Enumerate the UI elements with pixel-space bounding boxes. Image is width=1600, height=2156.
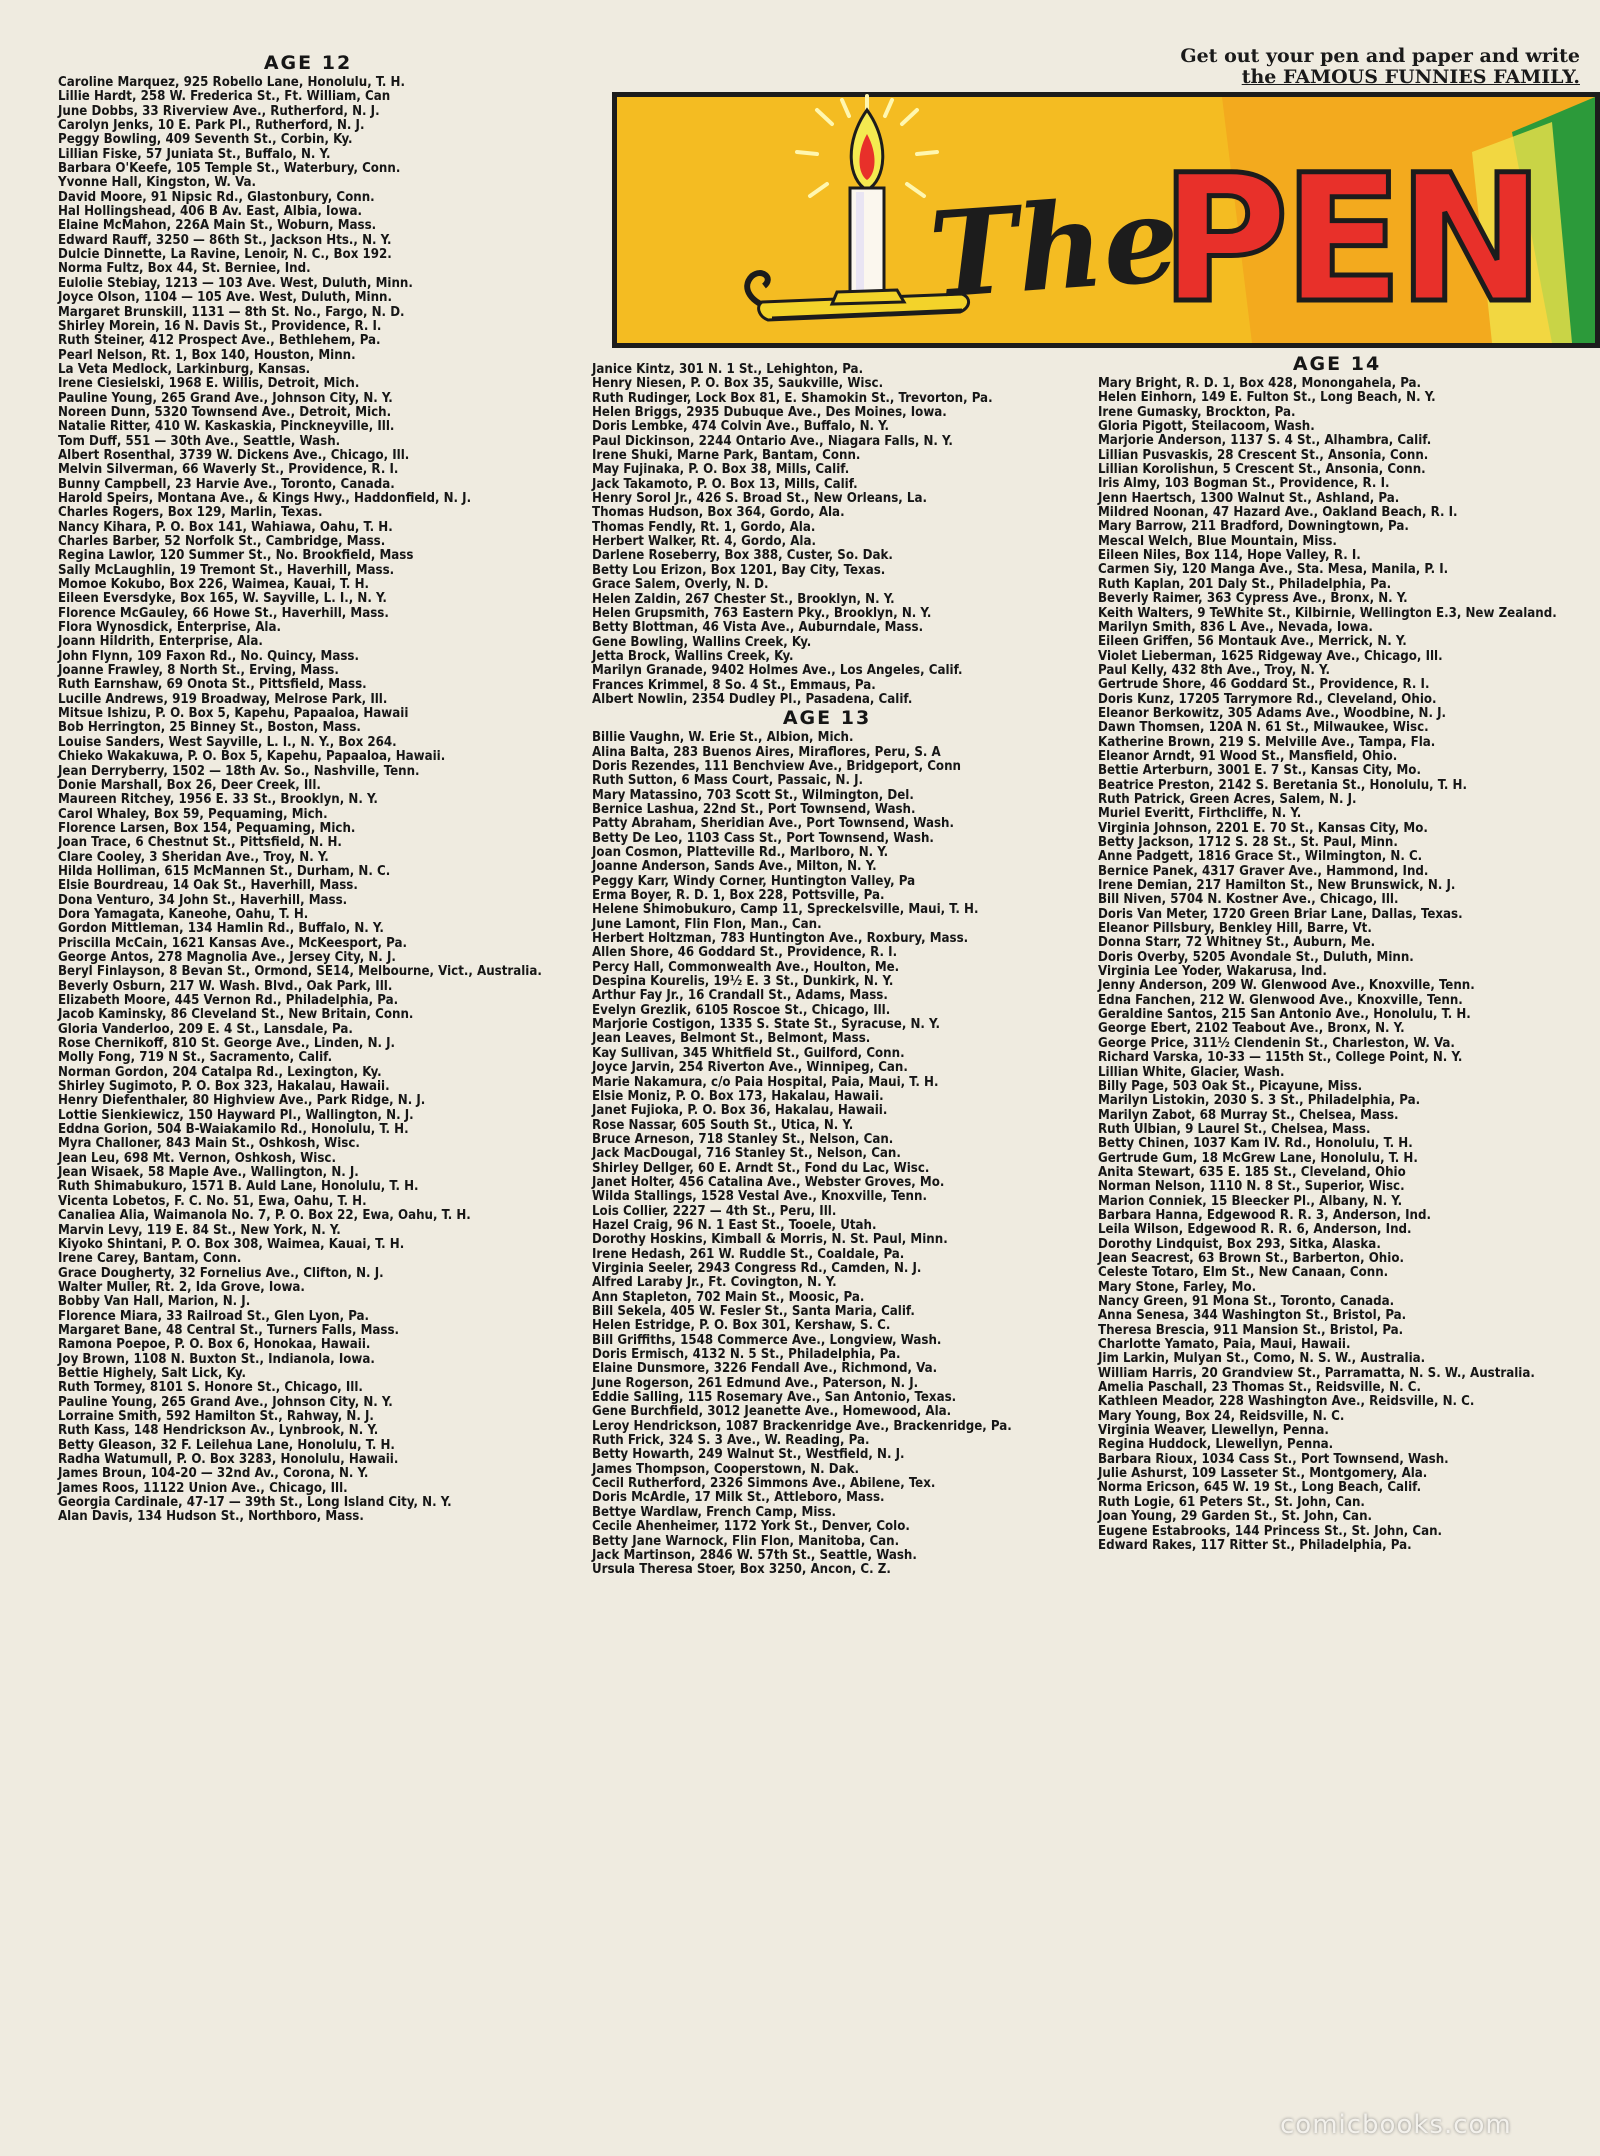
address-entry: Peggy Bowling, 409 Seventh St., Corbin, Ky. <box>58 132 353 148</box>
address-entry: Sally McLaughlin, 19 Tremont St., Haverhill, Mass. <box>58 562 395 578</box>
address-entry: Herbert Holtzman, 783 Huntington Ave., Roxbury, Mass. <box>592 931 969 947</box>
address-entry: Shirley Dellger, 60 E. Arndt St., Fond du Lac, Wisc. <box>592 1160 930 1176</box>
address-entry: Mary Young, Box 24, Reidsville, N. C. <box>1098 1408 1345 1424</box>
address-entry: Mary Matassino, 703 Scott St., Wilmington, Del. <box>592 787 914 803</box>
address-entry: Anna Senesa, 344 Washington St., Bristol, Pa. <box>1098 1308 1407 1324</box>
address-entry: Barbara Hanna, Edgewood R. R. 3, Anderson, Ind. <box>1098 1207 1431 1223</box>
address-entry: Celeste Totaro, Elm St., New Canaan, Conn. <box>1098 1265 1389 1281</box>
address-entry: Margaret Brunskill, 1131 — 8th St. No., Fargo, N. D. <box>58 304 405 320</box>
address-entry: Bruce Arneson, 718 Stanley St., Nelson, Can. <box>592 1131 894 1147</box>
address-entry: Joanne Frawley, 8 North St., Erving, Mass. <box>58 663 339 679</box>
address-entry: Elsie Bourdreau, 14 Oak St., Haverhill, Mass. <box>58 878 358 894</box>
address-entry: Bettie Highely, Salt Lick, Ky. <box>58 1365 247 1381</box>
address-entry: Canaliea Alia, Waimanola No. 7, P. O. Box 22, Ewa, Oahu, T. H. <box>58 1208 471 1224</box>
address-entry: Albert Nowlin, 2354 Dudley Pl., Pasadena, Calif. <box>592 691 913 707</box>
address-entry: Jean Wisaek, 58 Maple Ave., Wallington, N. J. <box>58 1165 359 1181</box>
address-entry: William Harris, 20 Grandview St., Parramatta, N. S. W., Australia. <box>1098 1365 1535 1381</box>
address-entry: Maureen Ritchey, 1956 E. 33 St., Brooklyn, N. Y. <box>58 792 378 808</box>
address-entry: Henry Niesen, P. O. Box 35, Saukville, Wisc. <box>592 376 884 392</box>
address-entry: Florence Larsen, Box 154, Pequaming, Mich. <box>58 820 356 836</box>
address-entry: Geraldine Santos, 215 San Antonio Ave., Honolulu, T. H. <box>1098 1007 1471 1023</box>
address-entry: Grace Salem, Overly, N. D. <box>592 577 769 593</box>
address-entry: Pauline Young, 265 Grand Ave., Johnson City, N. Y. <box>58 1394 393 1410</box>
address-entry: Billy Page, 503 Oak St., Picayune, Miss. <box>1098 1078 1363 1094</box>
address-entry: Doris Rezendes, 111 Benchview Ave., Bridgeport, Conn <box>592 758 961 774</box>
address-entry: Eleanor Arndt, 91 Wood St., Mansfield, Ohio. <box>1098 748 1398 764</box>
address-entry: Joan Trace, 6 Chestnut St., Pittsfield, N. H. <box>58 835 342 851</box>
banner-word-the: The <box>925 168 1183 325</box>
address-entry: Norman Nelson, 1110 N. 8 St., Superior, Wisc. <box>1098 1179 1405 1195</box>
address-entry: Dawn Thomsen, 120A N. 61 St., Milwaukee, Wisc. <box>1098 720 1429 736</box>
address-entry: Florence Miara, 33 Railroad St., Glen Lyon, Pa. <box>58 1308 370 1324</box>
age-14-list <box>1098 377 1576 1553</box>
address-entry: Irene Gumasky, Brockton, Pa. <box>1098 404 1296 420</box>
address-entry: Joan Young, 29 Garden St., St. John, Can. <box>1098 1509 1373 1525</box>
address-entry: Beverly Raimer, 363 Cypress Ave., Bronx, N. Y. <box>1098 591 1408 607</box>
address-entry: Helen Einhorn, 149 E. Fulton St., Long Beach, N. Y. <box>1098 390 1436 406</box>
address-entry: Marjorie Anderson, 1137 S. 4 St., Alhambra, Calif. <box>1098 433 1432 449</box>
address-entry: Caroline Marquez, 925 Robello Lane, Honolulu, T. H. <box>58 75 405 90</box>
address-entry: John Flynn, 109 Faxon Rd., No. Quincy, Mass. <box>58 648 359 664</box>
address-entry: Doris McArdle, 17 Milk St., Attleboro, Mass. <box>592 1490 885 1506</box>
address-entry: Jacob Kaminsky, 86 Cleveland St., New Britain, Conn. <box>58 1007 414 1023</box>
address-entry: Arthur Fay Jr., 16 Crandall St., Adams, Mass. <box>592 988 888 1004</box>
address-entry: Marie Nakamura, c/o Paia Hospital, Paia, Maui, T. H. <box>592 1074 939 1090</box>
address-entry: Doris Ermisch, 4132 N. 5 St., Philadelphia, Pa. <box>592 1347 901 1363</box>
address-entry: Gloria Pigott, Steilacoom, Wash. <box>1098 419 1315 435</box>
address-entry: Helene Shimobukuro, Camp 11, Spreckelsville, Maui, T. H. <box>592 902 979 918</box>
address-entry: Pearl Nelson, Rt. 1, Box 140, Houston, Minn. <box>58 347 356 363</box>
address-entry: Gertrude Gum, 18 McGrew Lane, Honolulu, T. H. <box>1098 1150 1418 1166</box>
address-entry: Virginia Lee Yoder, Wakarusa, Ind. <box>1098 964 1327 980</box>
middle-column <box>592 363 1062 1578</box>
address-entry: Ruth Logie, 61 Peters St., St. John, Can. <box>1098 1494 1365 1510</box>
address-entry: Norman Gordon, 204 Catalpa Rd., Lexington, Ky. <box>58 1064 382 1080</box>
address-entry: Molly Fong, 719 N St., Sacramento, Calif. <box>58 1050 333 1066</box>
address-entry: Myra Challoner, 843 Main St., Oshkosh, Wisc. <box>58 1136 360 1152</box>
address-entry: Janice Kintz, 301 N. 1 St., Lehighton, Pa. <box>592 362 864 377</box>
address-entry: Ruth Earnshaw, 69 Onota St., Pittsfield, Mass. <box>58 677 367 693</box>
address-entry: Marilyn Listokin, 2030 S. 3 St., Philadelphia, Pa. <box>1098 1093 1421 1109</box>
address-entry: Charles Rogers, Box 129, Marlin, Texas. <box>58 505 323 521</box>
address-entry: Donna Starr, 72 Whitney St., Auburn, Me. <box>1098 935 1376 951</box>
address-entry: Ruth Frick, 324 S. 3 Ave., W. Reading, Pa. <box>592 1433 870 1449</box>
address-entry: Mary Stone, Farley, Mo. <box>1098 1279 1257 1295</box>
address-entry: Lillian White, Glacier, Wash. <box>1098 1064 1285 1080</box>
address-entry: Norma Ericson, 645 W. 19 St., Long Beach, Calif. <box>1098 1480 1422 1496</box>
address-entry: Joyce Olson, 1104 — 105 Ave. West, Duluth, Minn. <box>58 290 393 306</box>
address-entry: Florence McGauley, 66 Howe St., Haverhill, Mass. <box>58 605 389 621</box>
address-entry: Carolyn Jenks, 10 E. Park Pl., Rutherford, N. J. <box>58 118 365 134</box>
address-entry: Walter Muller, Rt. 2, Ida Grove, Iowa. <box>58 1279 305 1295</box>
address-entry: Ann Stapleton, 702 Main St., Moosic, Pa. <box>592 1289 865 1305</box>
address-entry: Theresa Brescia, 911 Mansion St., Bristol, Pa. <box>1098 1322 1404 1338</box>
address-entry: Dorothy Lindquist, Box 293, Sitka, Alaska. <box>1098 1236 1381 1252</box>
address-entry: Flora Wynosdick, Enterprise, Ala. <box>58 620 281 636</box>
address-entry: Lillian Pusvaskis, 28 Crescent St., Ansonia, Conn. <box>1098 447 1429 463</box>
address-entry: Grace Dougherty, 32 Fornelius Ave., Clifton, N. J. <box>58 1265 384 1281</box>
address-entry: Irene Hedash, 261 W. Ruddle St., Coaldale, Pa. <box>592 1246 905 1262</box>
address-entry: Vicenta Lobetos, F. C. No. 51, Ewa, Oahu, T. H. <box>58 1193 367 1209</box>
address-entry: Bob Herrington, 25 Binney St., Boston, Mass. <box>58 720 361 736</box>
address-entry: Anne Padgett, 1816 Grace St., Wilmington, N. C. <box>1098 849 1423 865</box>
address-entry: Carmen Siy, 120 Manga Ave., Sta. Mesa, Manila, P. I. <box>1098 562 1449 578</box>
address-entry: Barbara O'Keefe, 105 Temple St., Waterbury, Conn. <box>58 161 401 177</box>
address-entry: Clare Cooley, 3 Sheridan Ave., Troy, N. Y. <box>58 849 329 865</box>
address-entry: Lucille Andrews, 919 Broadway, Melrose Park, Ill. <box>58 691 388 707</box>
address-entry: Priscilla McCain, 1621 Kansas Ave., McKeesport, Pa. <box>58 935 408 951</box>
address-entry: Rose Chernikoff, 810 St. George Ave., Linden, N. J. <box>58 1036 396 1052</box>
address-entry: Jack MacDougal, 716 Stanley St., Nelson, Can. <box>592 1146 901 1162</box>
address-entry: Tom Duff, 551 — 30th Ave., Seattle, Wash. <box>58 433 341 449</box>
address-entry: Radha Watumull, P. O. Box 3283, Honolulu, Hawaii. <box>58 1452 399 1467</box>
address-entry: Edward Rakes, 117 Ritter St., Philadelphia, Pa. <box>1098 1537 1412 1553</box>
address-entry: Ruth Rudinger, Lock Box 81, E. Shamokin St., Trevorton, Pa. <box>592 390 993 406</box>
address-entry: Carol Whaley, Box 59, Pequaming, Mich. <box>58 806 328 822</box>
address-entry: Doris Overby, 5205 Avondale St., Duluth, Minn. <box>1098 949 1414 965</box>
address-entry: La Veta Medlock, Larkinburg, Kansas. <box>58 361 311 377</box>
address-entry: Bettie Arterburn, 3001 E. 7 St., Kansas City, Mo. <box>1098 763 1421 779</box>
address-entry: Leila Wilson, Edgewood R. R. 6, Anderson, Ind. <box>1098 1222 1412 1238</box>
address-entry: Bill Griffiths, 1548 Commerce Ave., Longview, Wash. <box>592 1332 942 1348</box>
address-entry: Betty De Leo, 1103 Cass St., Port Townsend, Wash. <box>592 830 934 846</box>
address-entry: Betty Blottman, 46 Vista Ave., Auburndale, Mass. <box>592 620 924 636</box>
address-entry: Marvin Levy, 119 E. 84 St., New York, N. Y. <box>58 1222 341 1238</box>
address-entry: Erma Boyer, R. D. 1, Box 228, Pottsville, Pa. <box>592 888 885 904</box>
address-entry: Bill Sekela, 405 W. Fesler St., Santa Maria, Calif. <box>592 1304 915 1319</box>
address-entry: Henry Sorol Jr., 426 S. Broad St., New Orleans, La. <box>592 491 927 507</box>
address-entry: Evelyn Grezlik, 6105 Roscoe St., Chicago, Ill. <box>592 1002 891 1018</box>
address-entry: Gertrude Shore, 46 Goddard St., Providence, R. I. <box>1098 677 1430 693</box>
address-entry: Cecile Ahenheimer, 1172 York St., Denver, Colo. <box>592 1519 910 1535</box>
address-entry: Edna Fanchen, 212 W. Glenwood Ave., Knoxville, Tenn. <box>1098 992 1463 1008</box>
address-entry: Henry Diefenthaler, 80 Highview Ave., Park Ridge, N. J. <box>58 1093 426 1109</box>
address-entry: Eileen Niles, Box 114, Hope Valley, R. I. <box>1098 548 1361 564</box>
address-entry: Eileen Griffen, 56 Montauk Ave., Merrick, N. Y. <box>1098 634 1407 650</box>
address-entry: Hilda Holliman, 615 McMannen St., Durham, N. C. <box>58 863 391 879</box>
address-entry: Alina Balta, 283 Buenos Aires, Miraflores, Peru, S. A <box>592 744 941 760</box>
address-entry: Doris Lembke, 474 Colvin Ave., Buffalo, N. Y. <box>592 419 890 435</box>
address-entry: George Price, 311½ Clendenin St., Charleston, W. Va. <box>1098 1035 1455 1051</box>
address-entry: Beverly Osburn, 217 W. Wash. Blvd., Oak Park, Ill. <box>58 978 393 994</box>
address-entry: Ruth Tormey, 8101 S. Honore St., Chicago, Ill. <box>58 1380 363 1396</box>
address-entry: Nancy Green, 91 Mona St., Toronto, Canada. <box>1098 1294 1395 1309</box>
address-entry: Ruth Kaplan, 201 Daly St., Philadelphia, Pa. <box>1098 576 1392 592</box>
address-entry: Eleanor Pillsbury, Benkley Hill, Barre, Vt. <box>1098 921 1372 937</box>
address-entry: Betty Jane Warnock, Flin Flon, Manitoba, Can. <box>592 1533 900 1549</box>
address-entry: Betty Lou Erizon, Box 1201, Bay City, Texas. <box>592 562 886 578</box>
address-entry: Eleanor Berkowitz, 305 Adams Ave., Woodbine, N. J. <box>1098 705 1447 721</box>
address-entry: Thomas Fendly, Rt. 1, Gordo, Ala. <box>592 519 816 535</box>
the-pen-banner <box>612 92 1600 348</box>
address-entry: Dulcie Dinnette, La Ravine, Lenoir, N. C., Box 192. <box>58 247 392 263</box>
address-entry: James Broun, 104-20 — 32nd Av., Corona, N. Y. <box>58 1466 369 1482</box>
address-entry: Eugene Estabrooks, 144 Princess St., St. John, Can. <box>1098 1523 1443 1539</box>
age-13-list <box>592 731 1062 1577</box>
address-entry: Jetta Brock, Wallins Creek, Ky. <box>592 648 794 664</box>
address-entry: Billie Vaughn, W. Erie St., Albion, Mich. <box>592 730 854 746</box>
address-entry: Jenny Anderson, 209 W. Glenwood Ave., Knoxville, Tenn. <box>1098 978 1475 994</box>
tagline <box>1140 46 1580 88</box>
address-entry: Elaine Dunsmore, 3226 Fendall Ave., Richmond, Va. <box>592 1361 938 1377</box>
address-entry: Marilyn Zabot, 68 Murray St., Chelsea, Mass. <box>1098 1107 1399 1123</box>
address-entry: Janet Fujioka, P. O. Box 36, Hakalau, Hawaii. <box>592 1103 888 1119</box>
address-entry: Joan Cosmon, Platteville Rd., Marlboro, N. Y. <box>592 845 889 860</box>
address-entry: Eulolie Stebiay, 1213 — 103 Ave. West, Duluth, Minn. <box>58 275 413 291</box>
address-entry: Kay Sullivan, 345 Whitfield St., Guilford, Conn. <box>592 1045 905 1061</box>
address-entry: Irene Shuki, Marne Park, Bantam, Conn. <box>592 448 861 464</box>
address-entry: Jenn Haertsch, 1300 Walnut St., Ashland, Pa. <box>1098 490 1400 506</box>
address-entry: Dora Yamagata, Kaneohe, Oahu, T. H. <box>58 906 309 922</box>
tagline-line-1: Get out your pen and paper and write <box>1180 45 1580 67</box>
address-entry: Jean Leaves, Belmont St., Belmont, Mass. <box>592 1031 871 1047</box>
address-entry: George Ebert, 2102 Teabout Ave., Bronx, N. Y. <box>1098 1021 1405 1037</box>
age-12-continued-list <box>592 363 1062 707</box>
address-entry: Mescal Welch, Blue Mountain, Miss. <box>1098 533 1337 549</box>
address-entry: Gordon Mittleman, 134 Hamlin Rd., Buffalo, N. Y. <box>58 921 384 937</box>
address-entry: Keith Walters, 9 TeWhite St., Kilbirnie, Wellington E.3, New Zealand. <box>1098 605 1557 621</box>
address-entry: Marjorie Costigon, 1335 S. State St., Syracuse, N. Y. <box>592 1017 940 1033</box>
address-entry: Chieko Wakakuwa, P. O. Box 5, Kapehu, Papaaloa, Hawaii. <box>58 749 446 765</box>
address-entry: Betty Howarth, 249 Walnut St., Westfield, N. J. <box>592 1447 905 1463</box>
address-entry: Jean Leu, 698 Mt. Vernon, Oshkosh, Wisc. <box>58 1150 336 1166</box>
address-entry: Hal Hollingshead, 406 B Av. East, Albia, Iowa. <box>58 204 363 220</box>
address-entry: George Antos, 278 Magnolia Ave., Jersey City, N. J. <box>58 949 396 965</box>
address-entry: Shirley Morein, 16 N. Davis St., Providence, R. I. <box>58 318 382 334</box>
address-entry: Dorothy Hoskins, Kimball & Morris, N. St. Paul, Minn. <box>592 1232 948 1248</box>
address-entry: Ursula Theresa Stoer, Box 3250, Ancon, C. Z. <box>592 1562 891 1578</box>
address-entry: Despina Kourelis, 19½ E. 3 St., Dunkirk, N. Y. <box>592 974 894 990</box>
address-entry: Charles Barber, 52 Norfolk St., Cambridge, Mass. <box>58 534 386 549</box>
address-entry: Bobby Van Hall, Marion, N. J. <box>58 1294 251 1310</box>
address-entry: Virginia Johnson, 2201 E. 70 St., Kansas City, Mo. <box>1098 820 1428 836</box>
address-entry: Eddie Salling, 115 Rosemary Ave., San Antonio, Texas. <box>592 1390 957 1406</box>
address-entry: Barbara Rioux, 1034 Cass St., Port Townsend, Wash. <box>1098 1451 1449 1467</box>
address-entry: Iris Almy, 103 Bogman St., Providence, R. I. <box>1098 476 1390 492</box>
address-entry: Peggy Karr, Windy Corner, Huntington Valley, Pa <box>592 873 916 889</box>
address-entry: Ruth Sutton, 6 Mass Court, Passaic, N. J. <box>592 773 864 789</box>
address-entry: Gene Burchfield, 3012 Jeanette Ave., Homewood, Ala. <box>592 1404 952 1420</box>
address-entry: Allen Shore, 46 Goddard St., Providence, R. I. <box>592 945 898 961</box>
address-entry: James Thompson, Cooperstown, N. Dak. <box>592 1461 860 1477</box>
address-entry: Eileen Eversdyke, Box 165, W. Sayville, L. I., N. Y. <box>58 591 387 607</box>
address-entry: Pauline Young, 265 Grand Ave., Johnson City, N. Y. <box>58 390 393 406</box>
address-entry: Bernice Lashua, 22nd St., Port Townsend, Wash. <box>592 801 916 817</box>
address-entry: Gene Bowling, Wallins Creek, Ky. <box>592 634 812 650</box>
address-entry: Lillian Fiske, 57 Juniata St., Buffalo, N. Y. <box>58 146 331 162</box>
address-entry: Joy Brown, 1108 N. Buxton St., Indianola, Iowa. <box>58 1351 375 1367</box>
age-12-list <box>58 76 558 1525</box>
age-13-heading: AGE 13 <box>782 707 872 730</box>
address-entry: Thomas Hudson, Box 364, Gordo, Ala. <box>592 505 845 521</box>
watermark: comicbooks.com <box>1280 2110 1512 2140</box>
address-entry: Beatrice Preston, 2142 S. Beretania St., Honolulu, T. H. <box>1098 777 1467 793</box>
address-entry: Muriel Everitt, Firthcliffe, N. Y. <box>1098 806 1302 822</box>
address-entry: Ruth Ulbian, 9 Laurel St., Chelsea, Mass. <box>1098 1121 1371 1137</box>
address-entry: Patty Abraham, Sheridian Ave., Port Townsend, Wash. <box>592 816 954 832</box>
address-entry: Frances Krimmel, 8 So. 4 St., Emmaus, Pa. <box>592 677 876 693</box>
address-entry: Ruth Patrick, Green Acres, Salem, N. J. <box>1098 791 1357 807</box>
address-entry: Leroy Hendrickson, 1087 Brackenridge Ave., Brackenridge, Pa. <box>592 1418 1012 1434</box>
address-entry: Ruth Steiner, 412 Prospect Ave., Bethlehem, Pa. <box>58 333 381 349</box>
address-entry: Herbert Walker, Rt. 4, Gordo, Ala. <box>592 534 816 550</box>
address-entry: Elsie Moniz, P. O. Box 173, Hakalau, Hawaii. <box>592 1088 884 1104</box>
banner-word-pen: PEN <box>1160 137 1539 342</box>
address-entry: Betty Jackson, 1712 S. 28 St., St. Paul, Minn. <box>1098 835 1398 850</box>
address-entry: Doris Kunz, 17205 Tarrymore Rd., Cleveland, Ohio. <box>1098 691 1437 707</box>
address-entry: Rose Nassar, 605 South St., Utica, N. Y. <box>592 1117 854 1133</box>
address-entry: Regina Huddock, Llewellyn, Penna. <box>1098 1437 1334 1453</box>
address-entry: Mitsue Ishizu, P. O. Box 5, Kapehu, Papaaloa, Hawaii <box>58 706 409 722</box>
address-entry: Jean Derryberry, 1502 — 18th Av. So., Nashville, Tenn. <box>58 763 420 779</box>
address-entry: Lillie Hardt, 258 W. Frederica St., Ft. William, Can <box>58 89 391 105</box>
address-entry: Jim Larkin, Mulyan St., Como, N. S. W., Australia. <box>1098 1351 1426 1367</box>
address-entry: May Fujinaka, P. O. Box 38, Mills, Calif. <box>592 462 850 478</box>
address-entry: Betty Chinen, 1037 Kam IV. Rd., Honolulu, T. H. <box>1098 1136 1413 1152</box>
address-entry: Nancy Kihara, P. O. Box 141, Wahiawa, Oahu, T. H. <box>58 519 393 535</box>
address-entry: Regina Lawlor, 120 Summer St., No. Brookfield, Mass <box>58 548 414 564</box>
address-entry: Virginia Seeler, 2943 Congress Rd., Camden, N. J. <box>592 1260 922 1276</box>
address-entry: Violet Lieberman, 1625 Ridgeway Ave., Chicago, Ill. <box>1098 648 1443 664</box>
address-entry: Mary Bright, R. D. 1, Box 428, Monongahela, Pa. <box>1098 376 1422 391</box>
address-entry: Mary Barrow, 211 Bradford, Downingtown, Pa. <box>1098 519 1409 535</box>
address-entry: Joyce Jarvin, 254 Riverton Ave., Winnipeg, Can. <box>592 1060 908 1076</box>
address-entry: Alfred Laraby Jr., Ft. Covington, N. Y. <box>592 1275 837 1291</box>
address-entry: Helen Grupsmith, 763 Eastern Pky., Brooklyn, N. Y. <box>592 605 932 621</box>
address-entry: Ruth Shimabukuro, 1571 B. Auld Lane, Honolulu, T. H. <box>58 1179 419 1195</box>
age-14-column <box>1098 353 1576 1553</box>
address-entry: Irene Demian, 217 Hamilton St., New Brunswick, N. J. <box>1098 878 1456 894</box>
address-entry: Elaine McMahon, 226A Main St., Woburn, Mass. <box>58 218 377 234</box>
address-entry: Norma Fultz, Box 44, St. Berniee, Ind. <box>58 261 311 277</box>
address-entry: Charlotte Yamato, Paia, Maui, Hawaii. <box>1098 1337 1351 1353</box>
address-entry: Bettye Wardlaw, French Camp, Miss. <box>592 1504 837 1520</box>
address-entry: Paul Kelly, 432 8th Ave., Troy, N. Y. <box>1098 662 1330 678</box>
address-entry: Hazel Craig, 96 N. 1 East St., Tooele, Utah. <box>592 1217 877 1233</box>
address-entry: David Moore, 91 Nipsic Rd., Glastonbury, Conn. <box>58 189 375 205</box>
address-entry: Wilda Stallings, 1528 Vestal Ave., Knoxville, Tenn. <box>592 1189 927 1205</box>
address-entry: Helen Zaldin, 267 Chester St., Brooklyn, N. Y. <box>592 591 895 607</box>
address-entry: Harold Speirs, Montana Ave., & Kings Hwy., Haddonfield, N. J. <box>58 490 472 506</box>
address-entry: Melvin Silverman, 66 Waverly St., Providence, R. I. <box>58 462 399 478</box>
address-entry: Joann Hildrith, Enterprise, Ala. <box>58 634 263 650</box>
address-entry: Virginia Weaver, Llewellyn, Penna. <box>1098 1423 1329 1439</box>
address-entry: Gloria Vanderloo, 209 E. 4 St., Lansdale, Pa. <box>58 1021 353 1037</box>
address-entry: Kathleen Meador, 228 Washington Ave., Reidsville, N. C. <box>1098 1394 1475 1410</box>
address-entry: Anita Stewart, 635 E. 185 St., Cleveland, Ohio <box>1098 1164 1406 1180</box>
address-entry: Marilyn Smith, 836 L Ave., Nevada, Iowa. <box>1098 619 1373 635</box>
address-entry: Louise Sanders, West Sayville, L. I., N. Y., Box 264. <box>58 734 397 750</box>
address-entry: June Dobbs, 33 Riverview Ave., Rutherford, N. J. <box>58 103 380 119</box>
address-entry: Percy Hall, Commonwealth Ave., Houlton, Me. <box>592 959 900 975</box>
address-entry: Katherine Brown, 219 S. Melville Ave., Tampa, Fla. <box>1098 734 1436 750</box>
address-entry: Lois Collier, 2227 — 4th St., Peru, Ill. <box>592 1203 837 1219</box>
address-entry: Cecil Rutherford, 2326 Simmons Ave., Abilene, Tex. <box>592 1476 936 1492</box>
address-entry: Jack Takamoto, P. O. Box 13, Mills, Calif. <box>592 476 858 492</box>
address-entry: Kiyoko Shintani, P. O. Box 308, Waimea, Kauai, T. H. <box>58 1236 405 1252</box>
address-entry: Marion Conniek, 15 Bleecker Pl., Albany, N. Y. <box>1098 1193 1403 1209</box>
address-entry: Richard Varska, 10-33 — 115th St., College Point, N. Y. <box>1098 1050 1463 1066</box>
address-entry: Dona Venturo, 34 John St., Haverhill, Mass. <box>58 892 348 908</box>
address-entry: Helen Estridge, P. O. Box 301, Kershaw, S. C. <box>592 1318 891 1334</box>
address-entry: Alan Davis, 134 Hudson St., Northboro, Mass. <box>58 1509 364 1525</box>
address-entry: Albert Rosenthal, 3739 W. Dickens Ave., Chicago, Ill. <box>58 447 410 463</box>
age-12-column <box>58 52 558 1525</box>
address-entry: Shirley Sugimoto, P. O. Box 323, Hakalau, Hawaii. <box>58 1079 390 1095</box>
address-entry: Eddna Gorion, 504 B-Waiakamilo Rd., Honolulu, T. H. <box>58 1122 409 1138</box>
address-entry: Joanne Anderson, Sands Ave., Milton, N. Y. <box>592 859 877 875</box>
address-entry: Bill Niven, 5704 N. Kostner Ave., Chicago, Ill. <box>1098 892 1399 908</box>
address-entry: Paul Dickinson, 2244 Ontario Ave., Niagara Falls, N. Y. <box>592 433 953 449</box>
address-entry: Irene Carey, Bantam, Conn. <box>58 1251 242 1267</box>
address-entry: Doris Van Meter, 1720 Green Briar Lane, Dallas, Texas. <box>1098 906 1463 922</box>
address-entry: June Rogerson, 261 Edmund Ave., Paterson, N. J. <box>592 1375 919 1391</box>
address-entry: Donie Marshall, Box 26, Deer Creek, Ill. <box>58 777 321 793</box>
address-entry: Margaret Bane, 48 Central St., Turners Falls, Mass. <box>58 1322 400 1338</box>
address-entry: Helen Briggs, 2935 Dubuque Ave., Des Moines, Iowa. <box>592 405 947 421</box>
address-entry: Noreen Dunn, 5320 Townsend Ave., Detroit, Mich. <box>58 404 392 420</box>
address-entry: Amelia Paschall, 23 Thomas St., Reidsville, N. C. <box>1098 1380 1421 1396</box>
address-entry: Jack Martinson, 2846 W. 57th St., Seattle, Wash. <box>592 1547 917 1563</box>
address-entry: Bernice Panek, 4317 Graver Ave., Hammond, Ind. <box>1098 863 1429 879</box>
address-entry: Lorraine Smith, 592 Hamilton St., Rahway, N. J. <box>58 1408 374 1424</box>
address-entry: Bunny Campbell, 23 Harvie Ave., Toronto, Canada. <box>58 476 395 492</box>
address-entry: Julie Ashurst, 109 Lasseter St., Montgomery, Ala. <box>1098 1466 1428 1482</box>
address-entry: Ramona Poepoe, P. O. Box 6, Honokaa, Hawaii. <box>58 1337 371 1353</box>
address-entry: Edward Rauff, 3250 — 86th St., Jackson Hts., N. Y. <box>58 232 392 248</box>
address-entry: James Roos, 11122 Union Ave., Chicago, Ill. <box>58 1480 348 1496</box>
address-entry: Mildred Noonan, 47 Hazard Ave., Oakland Beach, R. I. <box>1098 505 1458 521</box>
address-entry: Beryl Finlayson, 8 Bevan St., Ormond, SE14, Melbourne, Vict., Australia. <box>58 964 542 980</box>
address-entry: Momoe Kokubo, Box 226, Waimea, Kauai, T. H. <box>58 577 370 593</box>
address-entry: Jean Seacrest, 63 Brown St., Barberton, Ohio. <box>1098 1250 1404 1266</box>
address-entry: Lottie Sienkiewicz, 150 Hayward Pl., Wallington, N. J. <box>58 1107 414 1123</box>
address-entry: Janet Holter, 456 Catalina Ave., Webster Groves, Mo. <box>592 1174 945 1190</box>
address-entry: June Lamont, Flin Flon, Man., Can. <box>592 916 822 932</box>
age-14-heading: AGE 14 <box>1292 353 1382 375</box>
address-entry: Lillian Korolishun, 5 Crescent St., Ansonia, Conn. <box>1098 462 1426 478</box>
address-entry: Marilyn Granade, 9402 Holmes Ave., Los Angeles, Calif. <box>592 663 963 679</box>
address-entry: Elizabeth Moore, 445 Vernon Rd., Philadelphia, Pa. <box>58 993 399 1008</box>
age-12-heading: AGE 12 <box>263 52 353 74</box>
address-entry: Irene Ciesielski, 1968 E. Willis, Detroit, Mich. <box>58 376 360 392</box>
address-entry: Darlene Roseberry, Box 388, Custer, So. Dak. <box>592 548 893 564</box>
address-entry: Betty Gleason, 32 F. Leilehua Lane, Honolulu, T. H. <box>58 1437 395 1453</box>
address-entry: Georgia Cardinale, 47-17 — 39th St., Long Island City, N. Y. <box>58 1495 452 1511</box>
tagline-line-2: the FAMOUS FUNNIES FAMILY. <box>1241 66 1580 88</box>
address-entry: Yvonne Hall, Kingston, W. Va. <box>58 175 257 191</box>
address-entry: Ruth Kass, 148 Hendrickson Av., Lynbrook, N. Y. <box>58 1423 379 1439</box>
address-entry: Natalie Ritter, 410 W. Kaskaskia, Pinckneyville, Ill. <box>58 419 395 435</box>
